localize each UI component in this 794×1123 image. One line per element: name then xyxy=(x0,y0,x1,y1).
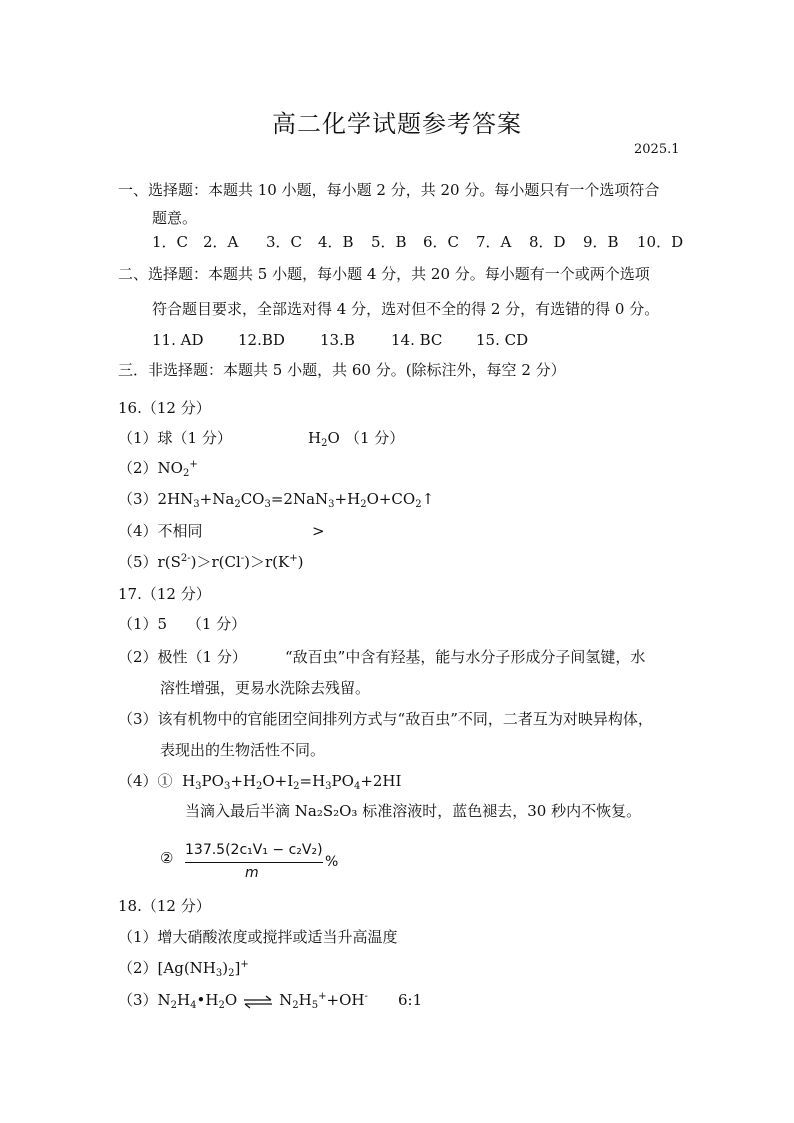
q17-heading: 17.（12 分） xyxy=(118,585,211,603)
q18-answer-3-label: （3） xyxy=(118,991,158,1009)
q16-answer-3-label: （3） xyxy=(118,490,158,508)
section-1-instructions-cont: 题意。 xyxy=(152,209,198,227)
page-title: 高二化学试题参考答案 xyxy=(272,110,522,138)
section-2-instructions: 二、选择题：本题共 5 小题，每小题 4 分，共 20 分。每小题有一个或两个选项 xyxy=(118,265,650,283)
q17-answer-4: （4）① $H_3PO_3+H_2O+I_2=H_3PO_4+2HI$ xyxy=(118,772,402,792)
q18-answer-2: $(2)[Ag(NH_3)_2]^+$ xyxy=(118,959,249,979)
answer-9: 9．B xyxy=(583,233,619,251)
q18-answer-3-ratio: 6:1 xyxy=(398,991,423,1009)
section-3-instructions: 三．非选择题：本题共 5 小题，共 60 分。(除标注外，每空 2 分） xyxy=(118,361,566,379)
q16-answer-1-formula: $H_2O$ xyxy=(308,429,340,449)
q16-answer-4-relation: > xyxy=(312,522,325,540)
section-2-instructions-cont: 符合题目要求，全部选对得 4 分，选对但不全的得 2 分，有选错的得 0 分。 xyxy=(152,300,660,318)
q17-answer-4-endpoint: 当滴入最后半滴 Na₂S₂O₃ 标准溶液时，蓝色褪去，30 秒内不恢复。 xyxy=(185,802,642,820)
answer-3: 3．C xyxy=(266,233,303,251)
formula-numerator: 137.5(2c₁V₁ − c₂V₂) xyxy=(185,842,323,858)
q17-answer-2: （2）极性（1 分） xyxy=(118,648,247,666)
q16-answer-1: （1）球（1 分） xyxy=(118,429,232,447)
answer-14: 14. BC xyxy=(391,331,443,349)
date: 2025.1 xyxy=(634,142,680,157)
q16-answer-5-label: （5） xyxy=(118,553,158,571)
equilibrium-arrow-icon xyxy=(243,994,273,1008)
answer-5: 5．B xyxy=(371,233,407,251)
q16-heading: 16.（12 分） xyxy=(118,399,211,417)
formula-denominator: m xyxy=(245,865,259,881)
q16-answer-2: $(2)NO_2^+$ xyxy=(118,459,198,479)
q17-answer-4-part2-label: ② xyxy=(160,849,174,867)
answer-7: 7．A xyxy=(476,233,512,251)
q18-answer-1: （1）增大硝酸浓度或搅拌或适当升高温度 xyxy=(118,928,398,946)
q17-answer-2-reason: “敌百虫”中含有羟基，能与水分子形成分子间氢键，水 xyxy=(285,648,646,666)
q17-answer-1: （1）5 （1 分） xyxy=(118,615,247,633)
percent-sign: % xyxy=(325,854,339,870)
q16-answer-2-text: （2）NO xyxy=(118,459,183,477)
q16-answer-4: （4）不相同 xyxy=(118,522,203,540)
q16-answer-3: $(3)2HN_3+Na_2CO_3=2NaN_3+H_2O+CO_2↑$ xyxy=(118,490,435,510)
answer-8: 8．D xyxy=(529,233,566,251)
q17-answer-3: （3）该有机物中的官能团空间排列方式与“敌百虫”不同，二者互为对映异构体， xyxy=(118,710,653,728)
answer-6: 6．C xyxy=(423,233,460,251)
q17-answer-4-label: （4）① xyxy=(118,772,173,790)
q18-answer-3: $(3)N_2H_4•H_2O$ $N_2H_5^++OH^-$ xyxy=(118,991,368,1011)
fraction-bar xyxy=(185,862,323,863)
answer-10: 10．D xyxy=(637,233,684,251)
answer-11: 11. AD xyxy=(152,331,204,349)
answer-12: 12.BD xyxy=(238,331,285,349)
q16-answer-1-score: （1 分） xyxy=(345,429,405,447)
q16-answer-5: $(5)r(S^{2-})>r(Cl^-)>r(K^+)$ xyxy=(118,553,304,571)
answer-4: 4．B xyxy=(318,233,354,251)
q18-answer-2-label: （2） xyxy=(118,959,158,977)
answer-15: 15. CD xyxy=(476,331,529,349)
answer-2: 2．A xyxy=(203,233,239,251)
q17-answer-3-cont: 表现出的生物活性不同。 xyxy=(160,741,326,759)
answer-1: 1．C xyxy=(152,233,189,251)
section-1-instructions: 一、选择题：本题共 10 小题，每小题 2 分，共 20 分。每小题只有一个选项符合 xyxy=(118,181,660,199)
q18-heading: 18.（12 分） xyxy=(118,897,211,915)
q17-answer-2-reason-cont: 溶性增强，更易水洗除去残留。 xyxy=(160,679,371,697)
answer-13: 13.B xyxy=(320,331,355,349)
